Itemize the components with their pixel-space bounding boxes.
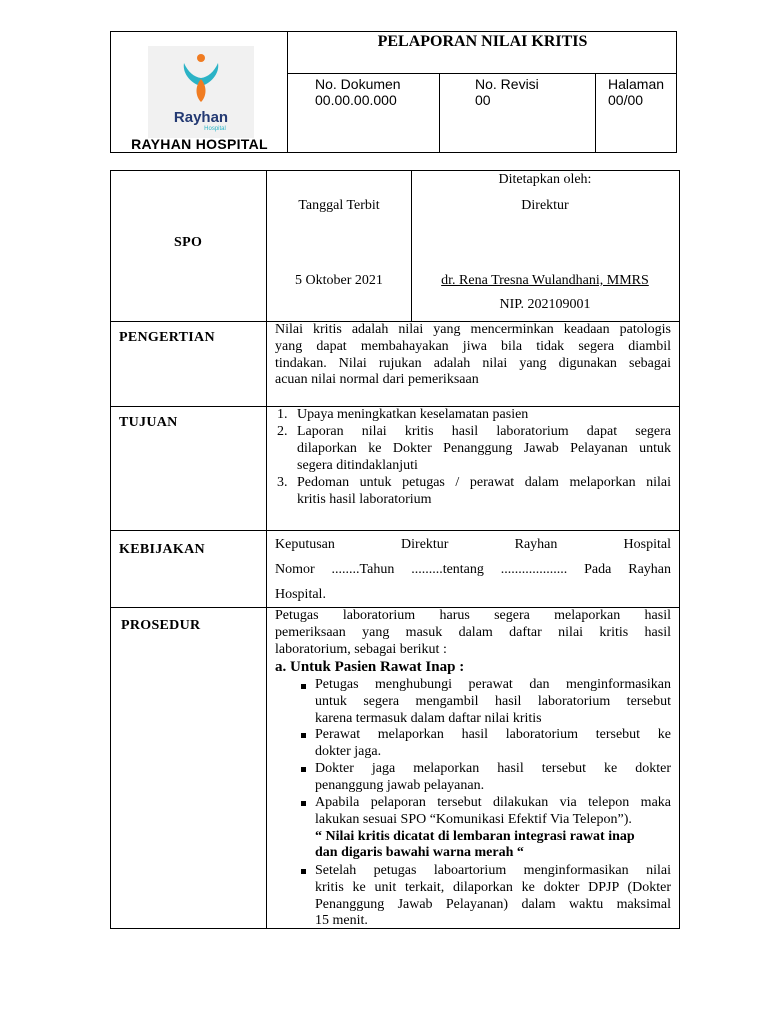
bullet-line: untuk segera mengambil hasil laboratorium tersebut — [315, 693, 671, 709]
spo-label: SPO — [174, 235, 203, 250]
tujuan-line: Laporan nilai kritis hasil laboratorium dapat segera — [297, 424, 671, 439]
kebijakan-text — [275, 532, 671, 607]
tujuan-line: Upaya meningkatkan keselamatan pasien — [297, 407, 529, 422]
no-revisi-label: No. Revisi — [475, 76, 539, 92]
prosedur-intro-line: Petugas laboratorium harus segera melaporkan hasil — [275, 608, 671, 623]
pengertian-line: yang dapat membahayakan jiwa bila tidak segera diambil — [275, 338, 671, 354]
bullet-line: Apabila pelaporan tersebut dilakukan via telepon maka — [315, 795, 671, 810]
tujuan-item-3 — [297, 475, 671, 509]
prosedur-intro-line: laboratorium, sebagai berikut : — [275, 641, 447, 657]
jabatan-direktur: Direktur — [521, 198, 569, 213]
bullet-line: dokter jaga. — [315, 743, 382, 759]
tujuan-line: dilaporkan ke Dokter Penanggung Jawab Pelayanan untuk — [297, 440, 671, 456]
prosedur-subheading-a: a. Untuk Pasien Rawat Inap : — [275, 659, 465, 675]
no-revisi-value: 00 — [475, 92, 491, 108]
kebijakan-line-1: Keputusan Direktur Rayhan Hospital — [275, 537, 671, 552]
no-dokumen-label: No. Dokumen — [315, 76, 401, 92]
halaman-value: 00/00 — [608, 92, 644, 108]
bullet-line: Dokter jaga melaporkan hasil tersebut ke dokter — [315, 761, 671, 776]
kebijakan-label: KEBIJAKAN — [119, 542, 205, 557]
logo-sub: Hospital — [204, 126, 226, 132]
prosedur-bullet-2 — [315, 727, 671, 761]
bullet-line: Perawat melaporkan hasil laboratorium tersebut ke — [315, 727, 671, 742]
hospital-name: RAYHAN HOSPITAL — [131, 136, 268, 152]
pengertian-line: Nilai kritis adalah nilai yang mencerminkan keadaan patologis — [275, 322, 671, 337]
prosedur-bullet-1 — [315, 677, 671, 727]
row-divider — [111, 530, 679, 531]
bullet-line: kritis ke unit terkait, dilaporkan ke dokter DPJP (Dokter — [315, 879, 671, 895]
tujuan-number: 2. — [277, 424, 288, 439]
spo-table — [110, 170, 680, 929]
tujuan-item-1 — [297, 407, 671, 424]
tujuan-line: segera ditindaklanjuti — [297, 457, 418, 473]
no-dokumen-value: 00.00.00.000 — [315, 92, 397, 108]
pengertian-text — [275, 322, 671, 389]
halaman-cell — [596, 74, 677, 152]
pengertian-line: acuan nilai normal dari pemeriksaan — [275, 372, 479, 388]
nip-direktur: NIP. 202109001 — [499, 297, 591, 312]
tujuan-line: Pedoman untuk petugas / perawat dalam melaporkan nilai — [297, 475, 671, 490]
bullet-icon — [301, 869, 306, 874]
logo-cell — [111, 32, 288, 152]
bullet-line: karena termasuk dalam daftar nilai kritis — [315, 710, 542, 726]
bullet-icon — [301, 801, 306, 806]
bullet-line-bold: “ Nilai kritis dicatat di lembaran integrasi rawat inap — [315, 828, 635, 844]
bullet-line: lakukan sesuai SPO “Komunikasi Efektif Via Telepon”). — [315, 811, 632, 827]
no-revisi-cell — [440, 74, 596, 152]
bullet-line: penanggung jawab pelayanan. — [315, 777, 485, 793]
prosedur-intro-line: pemeriksaan yang masuk dalam daftar nilai kritis hasil — [275, 624, 671, 640]
tujuan-item-2 — [297, 424, 671, 474]
nama-direktur: dr. Rena Tresna Wulandhani, MMRS — [441, 273, 649, 288]
kebijakan-line-3: Hospital. — [275, 587, 326, 602]
bullet-line: Penanggung Jawab Pelayanan) dalam waktu maksimal — [315, 896, 671, 912]
tanggal-terbit-value: 5 Oktober 2021 — [295, 273, 383, 288]
bullet-line: Setelah petugas laboartorium menginformasikan nilai — [315, 863, 671, 878]
bullet-line-bold: dan digaris bawahi warna merah “ — [315, 845, 524, 861]
halaman-label: Halaman — [608, 76, 665, 92]
pengertian-label: PENGERTIAN — [119, 330, 215, 345]
tanggal-terbit-label: Tanggal Terbit — [298, 198, 380, 213]
no-dokumen-cell — [288, 74, 440, 152]
bullet-line: 15 menit. — [315, 913, 368, 929]
document-title: PELAPORAN NILAI KRITIS — [288, 32, 677, 74]
prosedur-intro — [275, 608, 671, 658]
bullet-icon — [301, 733, 306, 738]
bullet-line: Petugas menghubungi perawat dan menginformasikan — [315, 677, 671, 692]
ditetapkan-oleh: Ditetapkan oleh: — [498, 172, 592, 187]
prosedur-bullet-5 — [315, 863, 671, 930]
hospital-logo — [148, 46, 254, 138]
tujuan-number: 1. — [277, 407, 288, 422]
tujuan-number: 3. — [277, 475, 288, 490]
tujuan-line: kritis hasil laboratorium — [297, 491, 432, 507]
prosedur-bullet-3 — [315, 761, 671, 795]
tujuan-label: TUJUAN — [119, 415, 178, 430]
bullet-icon — [301, 767, 306, 772]
header-table — [110, 31, 677, 153]
kebijakan-line-2: Nomor ........Tahun .........tentang ................... Pada Rayhan — [275, 562, 671, 577]
prosedur-label: PROSEDUR — [121, 618, 201, 633]
pengertian-line: tindakan. Nilai rujukan adalah nilai yang digunakan sebagai — [275, 355, 671, 371]
logo-name: Rayhan — [173, 109, 229, 126]
bullet-icon — [301, 684, 306, 689]
logo-dot — [197, 54, 205, 62]
prosedur-bullet-4 — [315, 795, 671, 862]
